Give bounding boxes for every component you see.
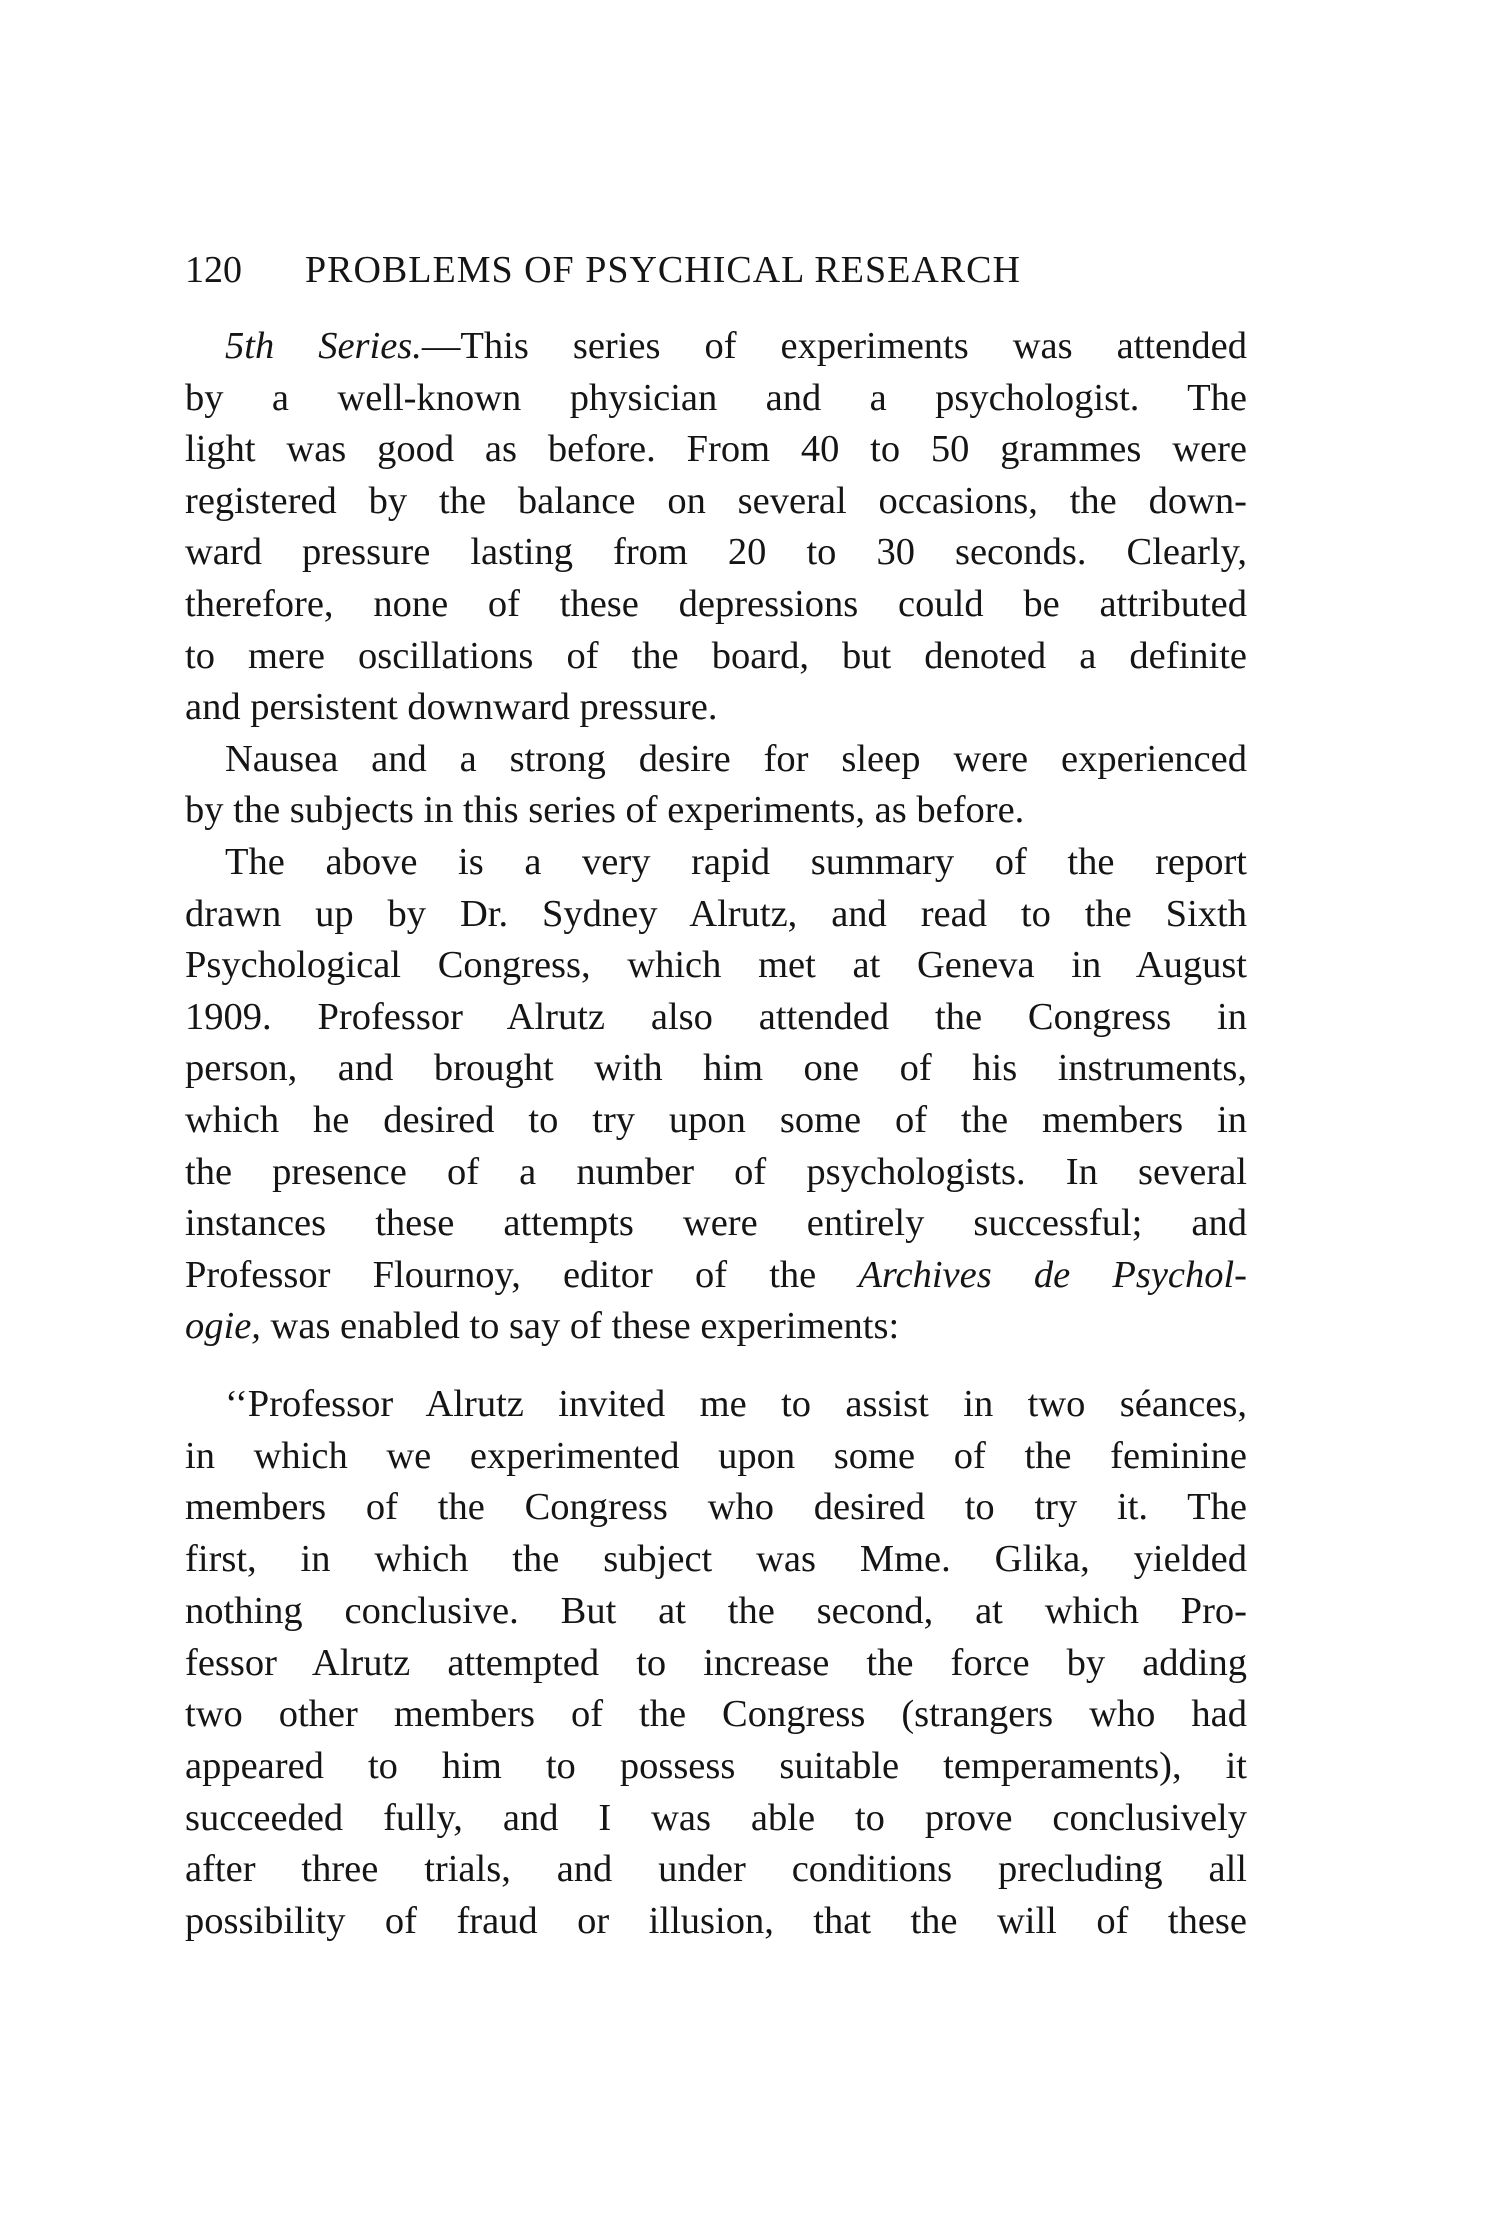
quote-line: [185, 1895, 1247, 1947]
quote-line: [185, 1481, 1247, 1533]
text-run: after three trials, and under conditions precluding all: [185, 1848, 1247, 1891]
text-run: instances these attempts were entirely successful; and: [185, 1202, 1247, 1245]
text-run: Nausea and a strong desire for sleep were experienced: [225, 737, 1247, 780]
paragraph-line: [185, 1042, 1247, 1094]
paragraph-line: [185, 372, 1247, 424]
italic-text: 5th Series.: [225, 325, 422, 367]
page-number: 120: [185, 249, 242, 291]
text-run: members of the Congress who desired to try it. The: [185, 1486, 1247, 1529]
quote-line: [185, 1792, 1247, 1844]
text-run: in which we experimented upon some of the feminine: [185, 1434, 1247, 1477]
text-run: which he desired to try upon some of the members in: [185, 1099, 1247, 1141]
text-run: appeared to him to possess suitable temperaments), it: [185, 1744, 1247, 1787]
text-run: succeeded fully, and I was able to prove conclusively: [185, 1796, 1247, 1839]
paragraph-line: [185, 630, 1247, 682]
paragraph-line: [225, 733, 1247, 785]
paragraph-line: [185, 1197, 1247, 1249]
text-run: ward pressure lasting from 20 to 30 seconds. Clearly,: [185, 531, 1247, 574]
text-run: to mere oscillations of the board, but denoted a definite: [185, 634, 1247, 677]
text-run: The above is a very rapid summary of the report: [225, 841, 1247, 883]
paragraph-line: [185, 1249, 1247, 1301]
text-run: drawn up by Dr. Sydney Alrutz, and read to the Sixth: [185, 892, 1247, 935]
italic-text: Archives de Psychol-: [858, 1253, 1248, 1296]
paragraph-line: [185, 939, 1247, 991]
text-run: Professor Flournoy, editor of the: [185, 1253, 859, 1296]
text-run: person, and brought with him one of his instruments,: [185, 1047, 1247, 1090]
text-run: the presence of a number of psychologists. In several: [185, 1150, 1247, 1193]
text-run: 1909. Professor Alrutz also attended the Congress in: [185, 995, 1247, 1038]
quote-line: [225, 1378, 1247, 1430]
paragraph-line: [185, 991, 1247, 1043]
text-run: was enabled to say of these experiments:: [260, 1305, 900, 1348]
paragraph-line: [185, 1300, 1247, 1352]
quote-line: [185, 1533, 1247, 1585]
text-run: by a well-known physician and a psychologist. The: [185, 376, 1247, 419]
quote-line: [185, 1637, 1247, 1689]
text-run: —This series of experiments was attended: [421, 325, 1247, 367]
paragraph-line: [185, 475, 1247, 527]
quote-line: [185, 1430, 1247, 1482]
text-run: and persistent downward pressure.: [185, 686, 718, 729]
text-run: Psychological Congress, which met at Geneva in August: [185, 944, 1247, 987]
paragraph-line: [185, 784, 1247, 836]
paragraph-line: [185, 1146, 1247, 1198]
paragraph-line: [185, 1094, 1247, 1146]
paragraph-line: [185, 578, 1247, 630]
quote-line: [185, 1740, 1247, 1792]
quote-line: [185, 1843, 1247, 1895]
paragraph-line: [185, 526, 1247, 578]
italic-text: ogie,: [185, 1305, 261, 1348]
text-run: possibility of fraud or illusion, that the will of these: [185, 1900, 1247, 1942]
running-title: PROBLEMS OF PSYCHICAL RESEARCH: [305, 249, 1021, 291]
running-header: [185, 244, 1247, 296]
quote-line: [185, 1585, 1247, 1637]
paragraph-line: [185, 888, 1247, 940]
text-run: therefore, none of these depressions could be attributed: [185, 583, 1247, 625]
text-run: ‘‘Professor Alrutz invited me to assist in two séances,: [225, 1383, 1247, 1425]
text-run: two other members of the Congress (strangers who had: [185, 1693, 1247, 1736]
text-run: fessor Alrutz attempted to increase the force by adding: [185, 1641, 1247, 1684]
text-run: first, in which the subject was Mme. Glika, yielded: [185, 1538, 1247, 1581]
text-run: registered by the balance on several occasions, the down-: [185, 479, 1247, 522]
paragraph-line: [225, 320, 1247, 372]
text-run: by the subjects in this series of experiments, as before.: [185, 789, 1025, 832]
text-run: nothing conclusive. But at the second, at which Pro-: [185, 1589, 1247, 1632]
quote-line: [185, 1688, 1247, 1740]
paragraph-line: [185, 681, 1247, 733]
paragraph-line: [185, 423, 1247, 475]
paragraph-line: [225, 836, 1247, 888]
text-run: light was good as before. From 40 to 50 grammes were: [185, 428, 1247, 471]
